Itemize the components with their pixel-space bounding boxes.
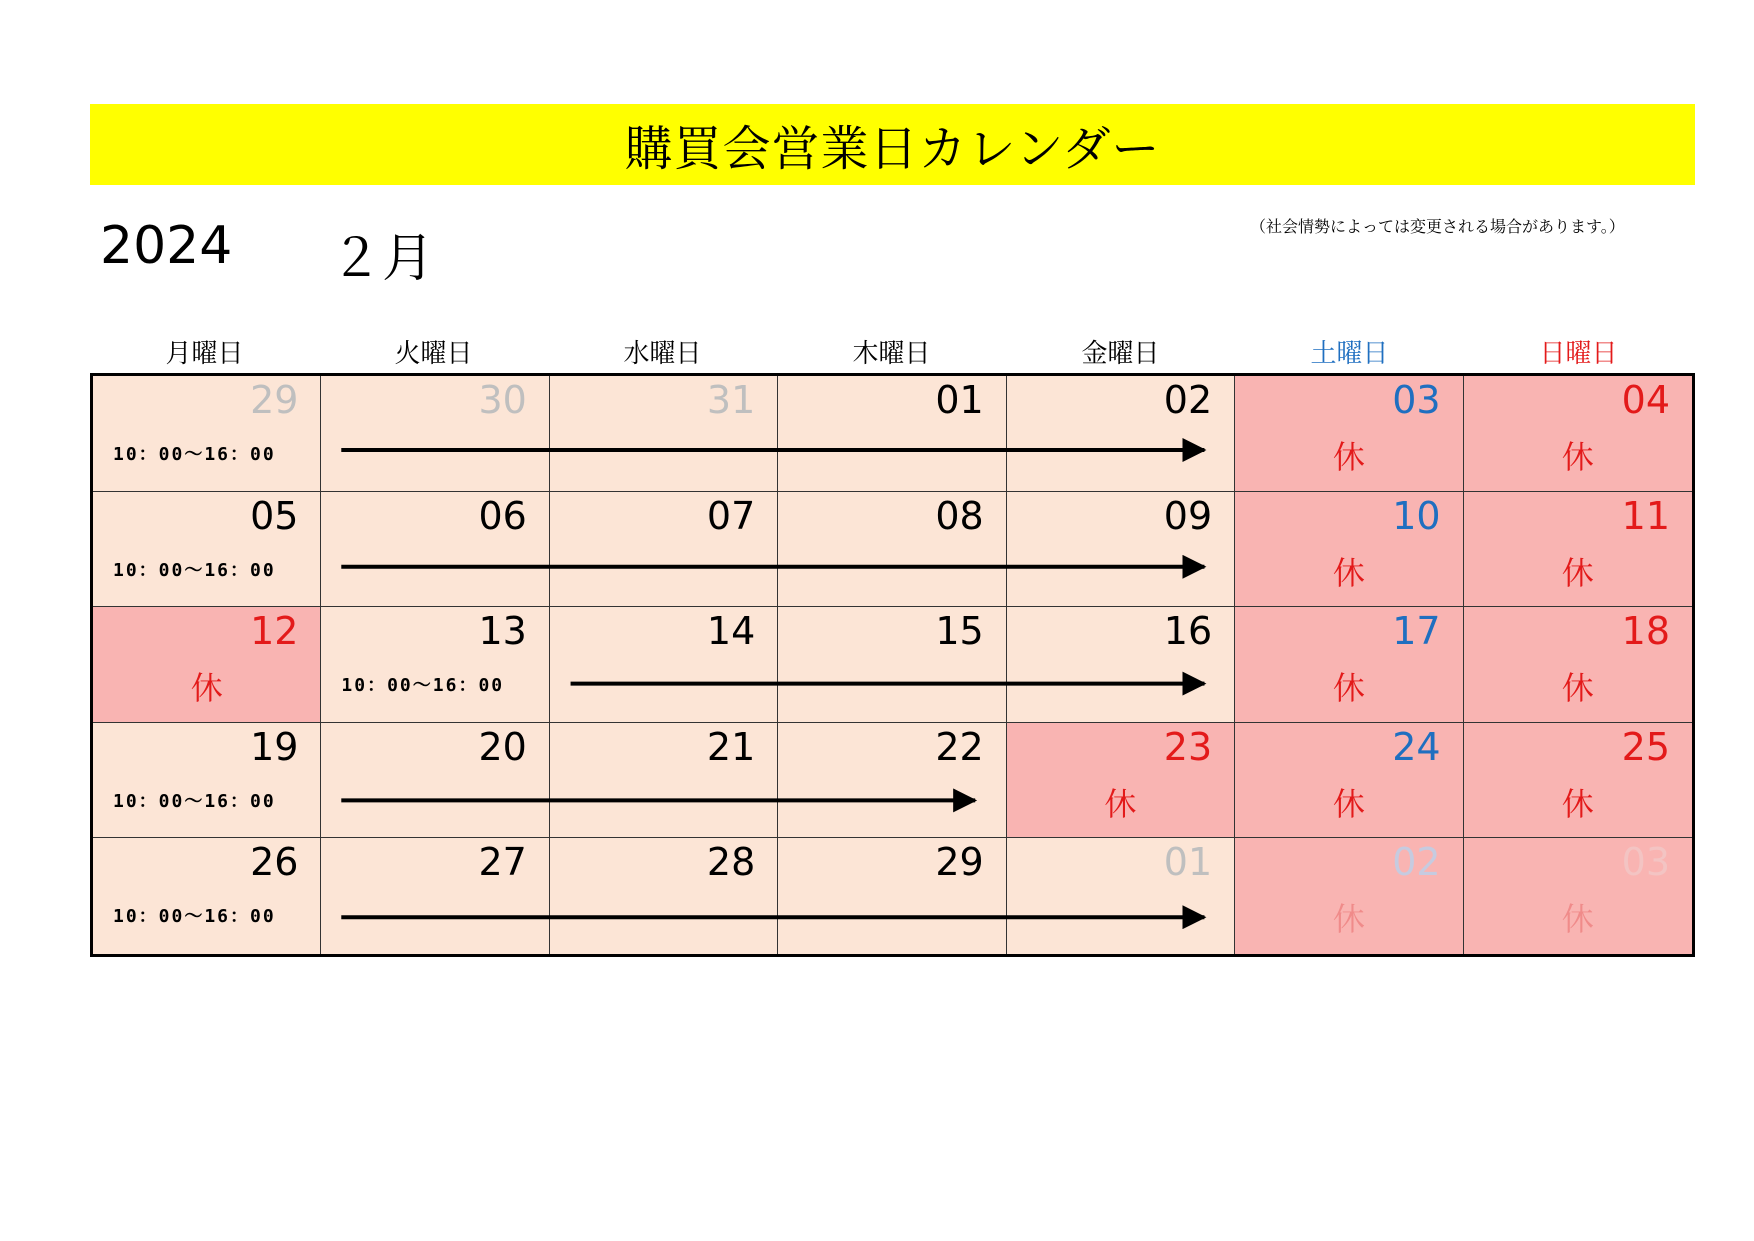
day-number: 24 [1392, 724, 1441, 769]
day-number: 01 [935, 378, 984, 422]
day-number: 31 [706, 378, 756, 422]
day-number: 29 [935, 840, 984, 885]
day-cell [1235, 376, 1463, 492]
day-cell [550, 376, 778, 492]
day-number: 04 [1621, 378, 1670, 422]
day-cell [778, 376, 1006, 492]
day-cell [93, 838, 321, 954]
business-hours: 10：00～16：00 [113, 906, 276, 928]
day-number: 12 [250, 609, 299, 654]
weekday-header-sat: 土曜日 [1310, 339, 1389, 369]
day-cell [1464, 607, 1692, 723]
day-number: 07 [706, 493, 756, 538]
day-number: 17 [1392, 609, 1441, 654]
day-number: 16 [1163, 609, 1213, 654]
day-cell [321, 492, 549, 608]
month-label: ２月 [330, 229, 435, 289]
day-number: 05 [250, 493, 299, 538]
day-number: 13 [478, 609, 527, 654]
weekday-header-thu: 木曜日 [852, 339, 931, 369]
business-hours: 10：00～16：00 [113, 790, 276, 812]
day-cell [550, 607, 778, 723]
closed-label: 休 [1332, 900, 1365, 939]
day-cell [1464, 492, 1692, 608]
day-cell [1007, 492, 1235, 608]
day-number: 26 [250, 840, 299, 885]
day-cell [321, 376, 549, 492]
day-number: 02 [1163, 378, 1213, 422]
day-cell [1464, 376, 1692, 492]
day-cell [778, 492, 1006, 608]
weekday-header-tue: 火曜日 [394, 339, 473, 369]
title-bar [90, 104, 1695, 185]
day-number: 28 [706, 840, 756, 885]
day-number: 15 [935, 609, 984, 654]
day-number: 08 [935, 493, 984, 538]
day-number: 01 [1163, 840, 1213, 885]
closed-label: 休 [1332, 669, 1365, 708]
day-number: 10 [1392, 493, 1441, 538]
day-number: 25 [1621, 724, 1670, 769]
day-cell [1007, 607, 1235, 723]
day-cell [93, 492, 321, 608]
day-number: 06 [478, 493, 527, 538]
day-cell [1235, 492, 1463, 608]
weekday-header-fri: 金曜日 [1081, 339, 1160, 369]
closed-label: 休 [1332, 784, 1365, 823]
day-cell [321, 607, 549, 723]
day-cell [550, 723, 778, 839]
closed-label: 休 [1332, 438, 1365, 476]
day-number: 02 [1392, 840, 1441, 885]
day-cell [1235, 607, 1463, 723]
page-title: 購買会営業日カレンダー [624, 121, 1161, 177]
day-cell [550, 838, 778, 954]
day-cell [1007, 723, 1235, 839]
business-hours: 10：00～16：00 [113, 559, 276, 581]
day-cell [1235, 723, 1463, 839]
day-number: 20 [478, 724, 527, 769]
day-cell [1464, 723, 1692, 839]
day-cell [93, 376, 321, 492]
day-number: 03 [1621, 840, 1670, 885]
day-cell [321, 838, 549, 954]
day-number: 30 [478, 378, 527, 422]
weekday-header-mon: 月曜日 [165, 339, 244, 369]
day-cell [550, 492, 778, 608]
day-cell [1007, 376, 1235, 492]
day-cell [93, 607, 321, 723]
day-number: 19 [250, 724, 299, 769]
calendar-grid [90, 373, 1695, 957]
year-label: 2024 [100, 216, 233, 276]
business-hours: 10：00～16：00 [341, 675, 505, 697]
day-cell [778, 723, 1006, 839]
notice-text: （社会情勢によっては変更される場合があります。） [1250, 217, 1625, 236]
day-cell [1464, 838, 1692, 954]
closed-label: 休 [1561, 784, 1594, 823]
day-cell [1235, 838, 1463, 954]
closed-label: 休 [1332, 553, 1365, 592]
day-number: 29 [250, 378, 299, 422]
day-cell [778, 607, 1006, 723]
day-number: 22 [935, 724, 984, 769]
closed-label: 休 [1561, 669, 1594, 708]
closed-label: 休 [190, 669, 223, 708]
day-number: 09 [1163, 493, 1213, 538]
day-cell [1007, 838, 1235, 954]
day-cell [778, 838, 1006, 954]
day-number: 03 [1392, 378, 1441, 422]
business-hours: 10：00～16：00 [113, 444, 276, 465]
day-number: 11 [1621, 493, 1670, 538]
day-number: 27 [478, 840, 527, 885]
day-cell [93, 723, 321, 839]
day-number: 23 [1163, 724, 1213, 769]
day-number: 14 [706, 609, 756, 654]
weekday-header-wed: 水曜日 [623, 339, 702, 369]
closed-label: 休 [1104, 784, 1137, 823]
day-number: 21 [706, 724, 756, 769]
weekday-header-sun: 日曜日 [1539, 339, 1618, 369]
closed-label: 休 [1561, 900, 1594, 939]
closed-label: 休 [1561, 438, 1594, 476]
closed-label: 休 [1561, 553, 1594, 592]
day-cell [321, 723, 549, 839]
day-number: 18 [1621, 609, 1670, 654]
